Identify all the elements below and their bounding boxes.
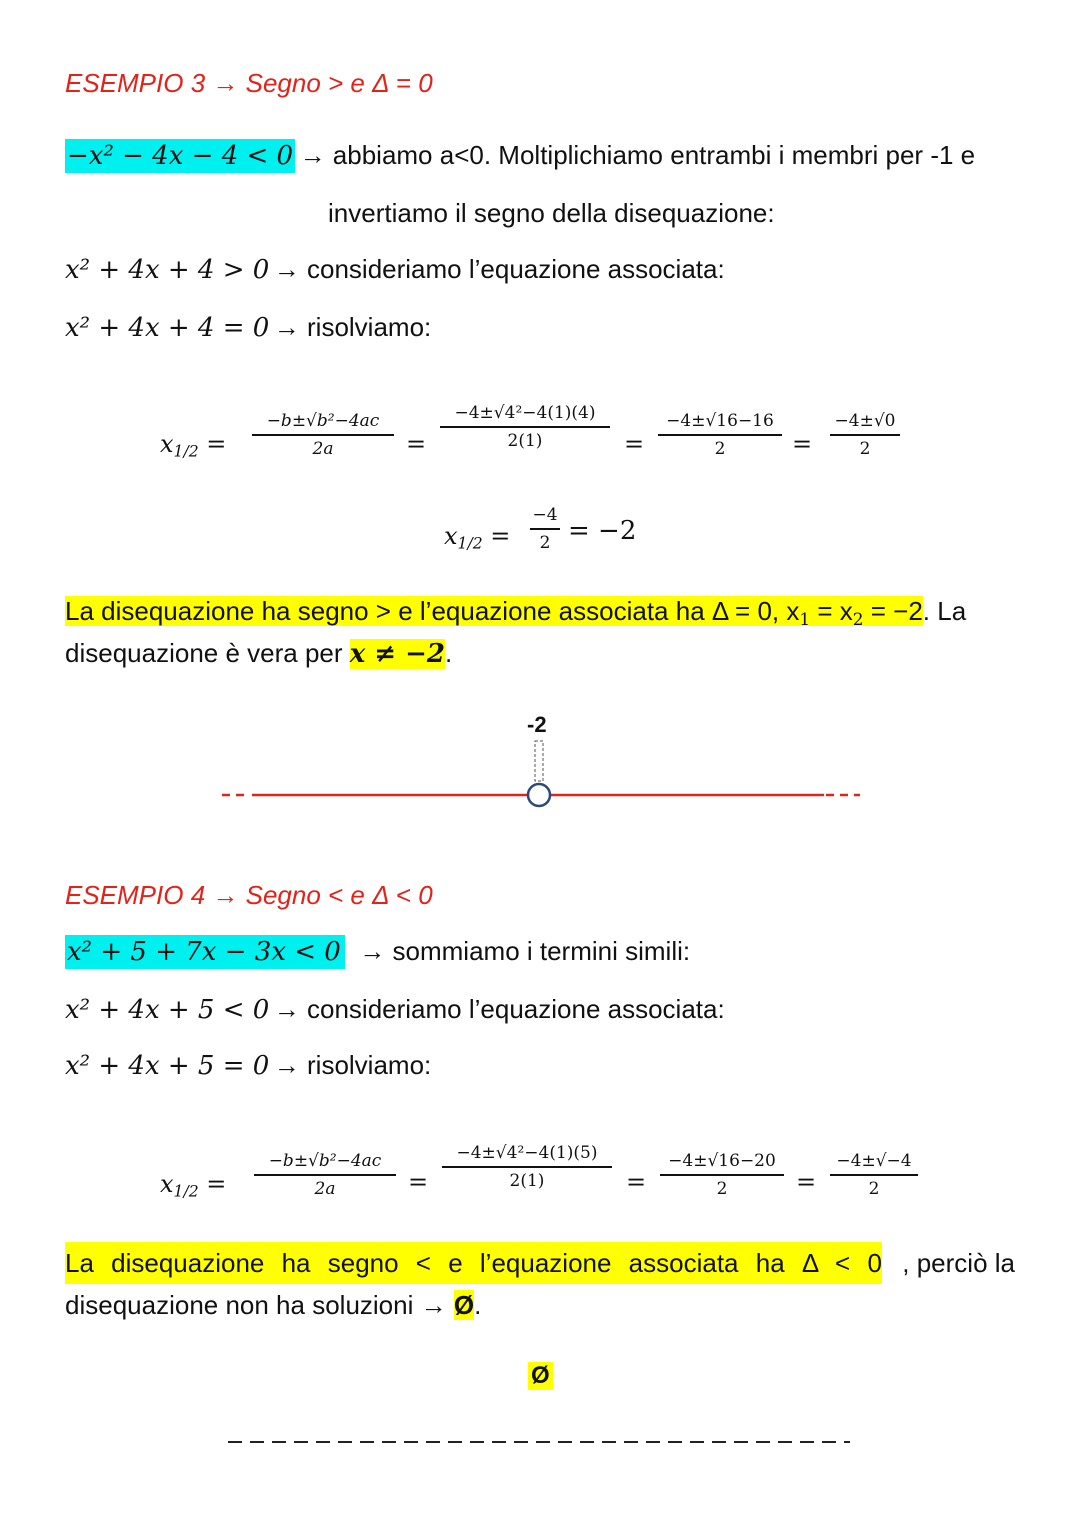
ex4-frac-general: −b±√b²−4ac 2a [254,1150,396,1200]
ex4-empty-set-label: Ø [528,1362,553,1390]
ex3-frac-final: −4±√0 2 [830,410,900,460]
ex3-line3-text: → risolviamo: [273,312,432,342]
ex3-line1b-text: invertiamo il segno della disequazione: [328,198,775,228]
ex3-result-lhs: $x_{1/2}$ = [444,522,511,553]
ex3-result-value: = −2 [568,516,637,546]
ex3-line3-math: x² + 4x + 4 = 0 [65,313,270,343]
ex4-x12: $x_{1/2}$ = [160,1170,227,1201]
ex3-frac-simplified: −4±√16−16 2 [658,410,782,460]
ex3-root-label: -2 [527,712,547,737]
ex4-number-line [220,1430,860,1450]
ex3-conclusion-line2: disequazione è vera per x ≠ −2. [65,638,453,669]
ex4-line3-math: x² + 4x + 5 = 0 [65,1051,270,1081]
ex4-conclusion-line2: disequazione non ha soluzioni → Ø. [65,1290,482,1320]
ex4-conclusion-line1: La disequazione ha segno < e l’equazione associata ha Δ < 0 , perciò la [65,1242,1015,1284]
ex4-line1-text: → sommiamo i termini simili: [359,936,691,966]
ex4-frac-simplified: −4±√16−20 2 [660,1150,784,1200]
ex3-number-line [210,735,870,815]
ex4-line1 [65,936,690,967]
ex3-frac-substituted: −4±√4²−4(1)(4) 2(1) [440,402,610,452]
ex4-line3 [65,1050,431,1081]
ex4-line3-text: → risolviamo: [273,1050,432,1080]
ex3-inequality: −x² − 4x − 4 < 0 [67,141,294,171]
ex4-line2 [65,994,725,1025]
ex3-line3 [65,312,431,343]
ex3-line2 [65,254,725,285]
ex3-line1-text: → abbiamo a<0. Moltiplichiamo entrambi i membri per -1 e [299,140,976,170]
ex3-result-frac: −4 2 [530,504,560,554]
ex3-title: ESEMPIO 3 → Segno > e Δ = 0 [65,68,433,98]
ex3-frac-general: −b±√b²−4ac 2a [252,410,394,460]
ex3-x12: $x_{1/2}$ = [160,430,227,461]
ex4-title: ESEMPIO 4 → Segno < e Δ < 0 [65,880,433,910]
ex3-line2-math: x² + 4x + 4 > 0 [65,255,270,285]
ex3-conclusion-line1: La disequazione ha segno > e l’equazione associata ha Δ = 0, $x_1 = x_2 = -2$. La [65,596,967,630]
ex3-line2-text: → consideriamo l’equazione associata: [273,254,725,284]
ex4-line2-text: → consideriamo l’equazione associata: [273,994,725,1024]
ex3-line1 [65,140,975,171]
ex4-line2-math: x² + 4x + 5 < 0 [65,995,270,1025]
ex4-inequality: x² + 5 + 7x − 3x < 0 [65,935,345,969]
ex4-frac-substituted: −4±√4²−4(1)(5) 2(1) [442,1142,612,1192]
ex4-frac-final: −4±√−4 2 [830,1150,918,1200]
